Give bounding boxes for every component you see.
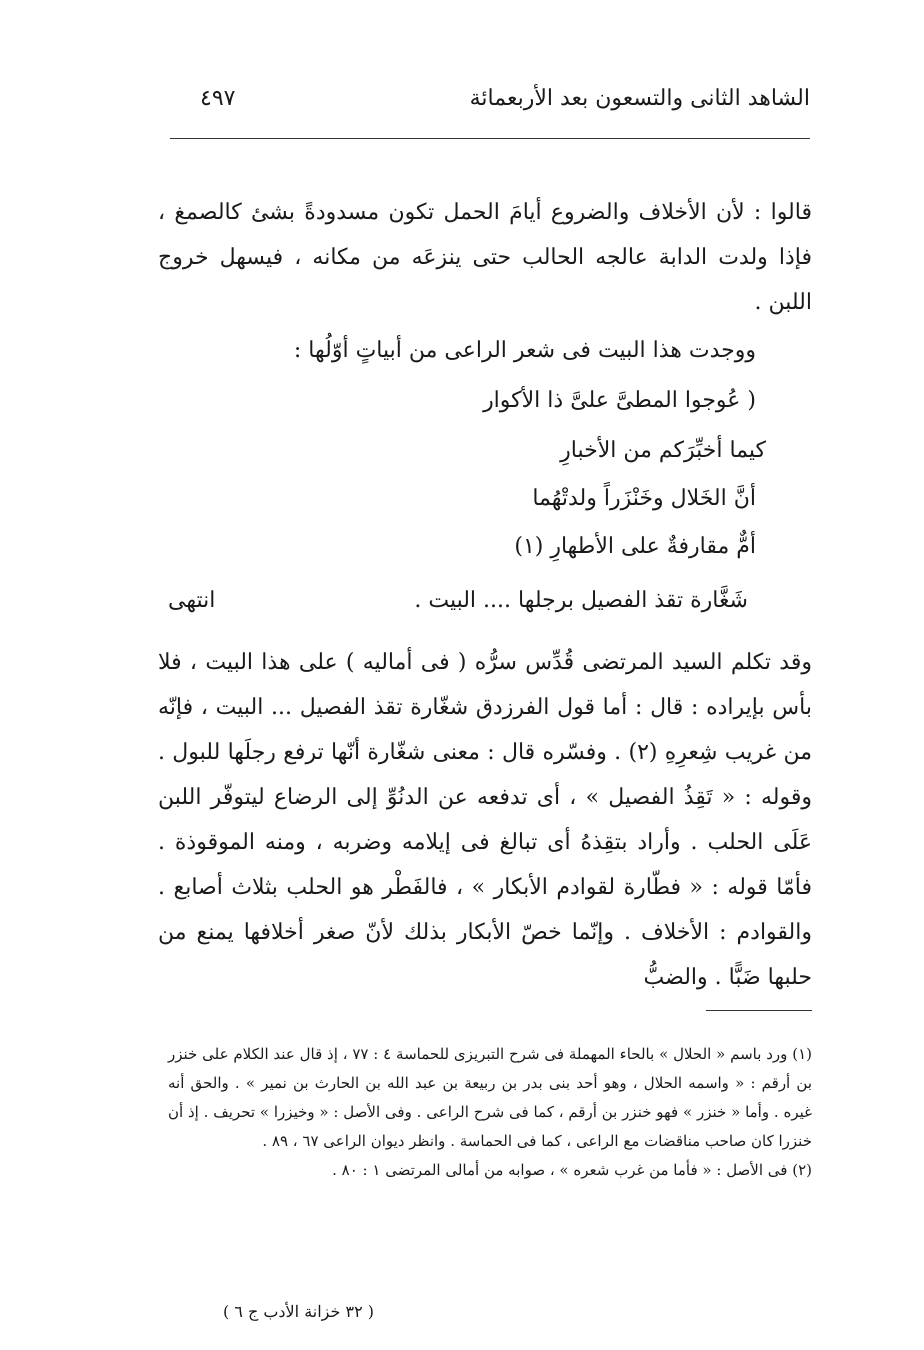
closing-end-word: انتهى (168, 588, 216, 613)
footnote-2: (٢) فى الأصل : « فأما من غرب شعره » ، صوابه من أمالى المرتضى ١ : ٨٠ . (332, 1161, 812, 1179)
verse-line-1: ( عُوجوا المطىَّ علىَّ ذا الأكوار (483, 388, 756, 413)
closing-verse: شَغَّارة تقذ الفصيل برجلها .... البيت . (414, 588, 748, 613)
header-rule (170, 138, 810, 139)
paragraph-1: قالوا : لأن الأخلاف والضروع أيامَ الحمل تكون مسدودةً بشئ كالصمغ ، فإذا ولدت الدابة عالجه الحالب حتى ينزعَه من مكانه ، فيسهل خروج اللبن . (158, 200, 812, 315)
page-header (170, 86, 810, 126)
main-text-2 (158, 640, 812, 1000)
footnotes (168, 1040, 812, 1185)
page-signature: ( ٣٢ خزانة الأدب ج ٦ ) (222, 1302, 374, 1321)
verse-line-4: أمٌّ مقارفةٌ على الأطهارِ (١) (514, 534, 756, 559)
running-title: الشاهد الثانى والتسعون بعد الأربعمائة (469, 86, 810, 111)
paragraph-2: وقد تكلم السيد المرتضى قُدِّس سرُّه ( فى أماليه ) على هذا البيت ، فلا بأس بإيراده : قال : أما قول الفرزدق شغّارة تقذ الفصيل ... البيت ، فإنّه من غريب شِعرِهِ (٢) . وفسّره قال : معنى شغّارة أنّها ترفع رجلَها للبول . وقوله : « تَقِذُ الفصيل » ، أى تدفعه عن الدنُوِّ إلى الرضاع ليتوفّر اللبن عَلَى الحلب . وأراد بتقِذهُ أى تبالغ فى إيلامه وضربه ، ومنه الموقوذة . فأمّا قوله : « فطّارة لقوادم الأبكار » ، فالفَطْر هو الحلب بثلاث أصابع . والقوادم : الأخلاف . وإنّما خصّ الأبكار بذلك لأنّ صغر أخلافها يمنع من حلبها ضَبًّا . والضبُّ (158, 650, 813, 990)
main-text (158, 190, 812, 325)
page-number: ٤٩٧ (200, 86, 236, 111)
footnote-1: (١) ورد باسم « الحلال » بالحاء المهملة فى شرح التبريزى للحماسة ٤ : ٧٧ ، إذ قال عند الكلام على خنزر بن أرقم : « واسمه الحلال ، وهو أحد بنى بدر بن ربيعة بن عبد الله بن الحارث بن نمير » . والحق أنه غيره . وأما « خنزر » فهو خنزر بن أرقم ، كما فى شرح الراعى . وفى الأصل : « وخيزرا » تحريف . إذ أن خنزرا كان صاحب مناقضات مع الراعى ، كما فى الحماسة . وانظر ديوان الراعى ٦٧ ، ٨٩ . (168, 1045, 812, 1150)
verse-line-2: كيما أخبِّرَكم من الأخبارِ (560, 438, 766, 463)
verse-intro: ووجدت هذا البيت فى شعر الراعى من أبياتٍ أوّلُها : (293, 338, 756, 363)
verse-line-3: أنَّ الخَلال وخَنْزَراً ولدتْهُما (532, 486, 756, 511)
closing-line (158, 588, 812, 632)
footnote-rule (706, 1010, 812, 1011)
